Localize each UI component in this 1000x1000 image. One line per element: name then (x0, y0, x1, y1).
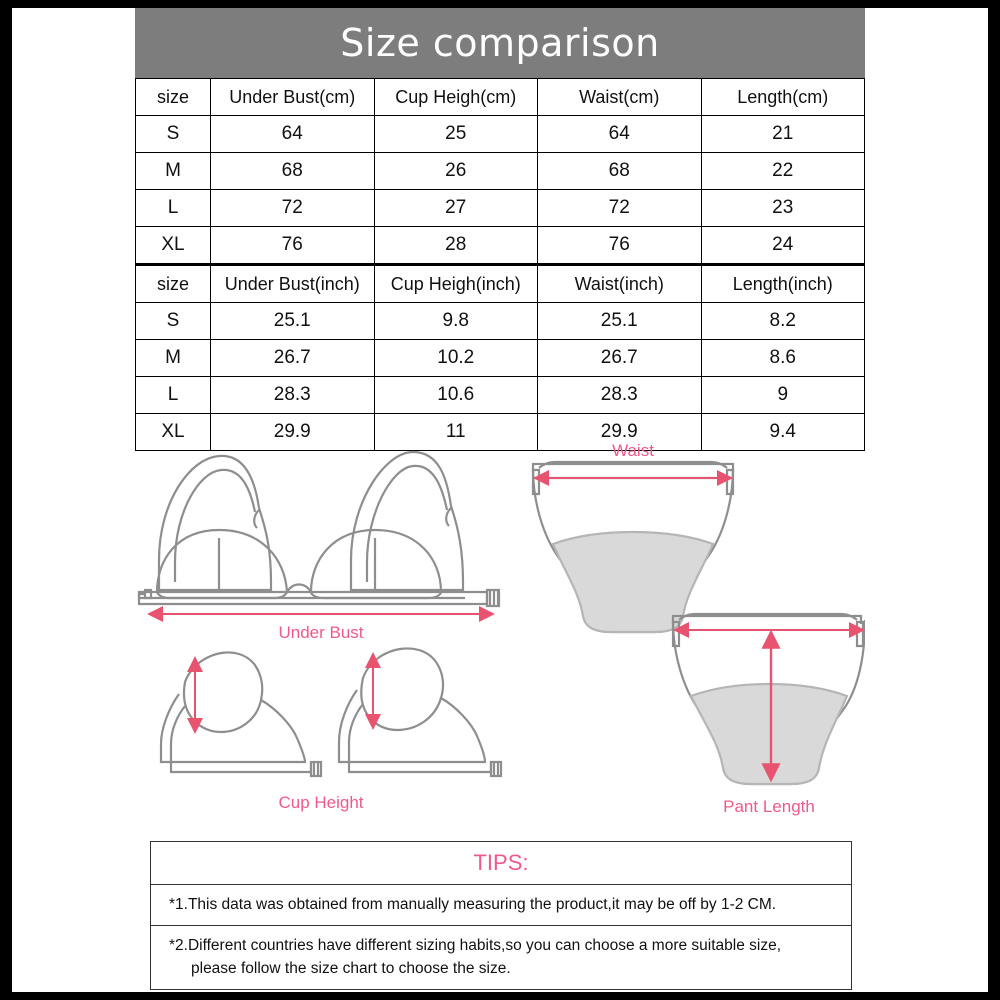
cell-value: 28.3 (538, 377, 702, 414)
cell-size: S (136, 303, 211, 340)
table-row (136, 153, 865, 190)
header-cell: Under Bust(inch) (211, 265, 375, 303)
cell-value: 9.8 (374, 303, 538, 340)
table-row (136, 303, 865, 340)
bra-side-illustration-left (161, 652, 321, 776)
header-cell: size (136, 79, 211, 116)
panty-front-illustration (533, 462, 733, 632)
panty-length-illustration (673, 614, 865, 784)
header-cell: Waist(inch) (538, 265, 702, 303)
table-row (136, 116, 865, 153)
cell-size: XL (136, 414, 211, 451)
label-under-bust: Under Bust (278, 623, 364, 642)
cell-value: 26.7 (538, 340, 702, 377)
cell-value: 21 (701, 116, 865, 153)
header-cell: Length(inch) (701, 265, 865, 303)
tip-line-2-main: *2.Different countries have different sizing habits,so you can choose a more suitable size, (169, 937, 782, 955)
cell-value: 72 (211, 190, 375, 227)
cell-value: 28.3 (211, 377, 375, 414)
cell-value: 24 (701, 227, 865, 265)
size-table-wrapper (135, 78, 865, 451)
cell-value: 25.1 (211, 303, 375, 340)
size-chart-page (12, 8, 988, 992)
cell-value: 26.7 (211, 340, 375, 377)
table-row (136, 340, 865, 377)
tip-line-2-cont: please follow the size chart to choose the size. (191, 959, 511, 977)
cell-value: 9.4 (701, 414, 865, 451)
cell-value: 72 (538, 190, 702, 227)
bra-front-illustration (139, 452, 499, 606)
header-cell: Cup Heigh(cm) (374, 79, 538, 116)
measurement-diagrams (135, 432, 865, 832)
cell-size: L (136, 377, 211, 414)
cell-value: 10.6 (374, 377, 538, 414)
table-header-cm (136, 79, 865, 116)
tips-box (150, 841, 852, 990)
header-cell: Waist(cm) (538, 79, 702, 116)
cell-value: 29.9 (211, 414, 375, 451)
table-row (136, 227, 865, 265)
cell-value: 64 (538, 116, 702, 153)
tips-title: TIPS: (151, 842, 851, 885)
cell-size: S (136, 116, 211, 153)
tip-line-1: *1.This data was obtained from manually measuring the product,it may be off by 1-2 CM. (151, 885, 851, 926)
cell-value: 11 (374, 414, 538, 451)
cell-value: 22 (701, 153, 865, 190)
label-waist: Waist (612, 441, 654, 460)
cell-size: M (136, 340, 211, 377)
table-row (136, 190, 865, 227)
header-cell: size (136, 265, 211, 303)
cell-value: 25 (374, 116, 538, 153)
cell-value: 26 (374, 153, 538, 190)
tip-line-2 (151, 926, 851, 989)
cell-value: 76 (211, 227, 375, 265)
page-title: Size comparison (135, 8, 865, 78)
label-pant-length: Pant Length (723, 797, 815, 816)
cell-value: 68 (211, 153, 375, 190)
table-row (136, 377, 865, 414)
cell-value: 64 (211, 116, 375, 153)
cell-value: 8.2 (701, 303, 865, 340)
cell-value: 25.1 (538, 303, 702, 340)
cell-value: 68 (538, 153, 702, 190)
cell-value: 10.2 (374, 340, 538, 377)
cell-size: L (136, 190, 211, 227)
table-header-inch (136, 265, 865, 303)
cell-value: 27 (374, 190, 538, 227)
cell-value: 23 (701, 190, 865, 227)
cell-value: 29.9 (538, 414, 702, 451)
header-cell: Length(cm) (701, 79, 865, 116)
cell-value: 28 (374, 227, 538, 265)
cell-value: 8.6 (701, 340, 865, 377)
cell-value: 76 (538, 227, 702, 265)
cell-size: M (136, 153, 211, 190)
label-cup-height: Cup Height (278, 793, 364, 812)
cell-value: 9 (701, 377, 865, 414)
header-cell: Under Bust(cm) (211, 79, 375, 116)
cell-size: XL (136, 227, 211, 265)
bra-side-illustration-right (339, 648, 501, 776)
size-table (135, 78, 865, 451)
header-cell: Cup Heigh(inch) (374, 265, 538, 303)
diagram-svg (135, 432, 865, 832)
